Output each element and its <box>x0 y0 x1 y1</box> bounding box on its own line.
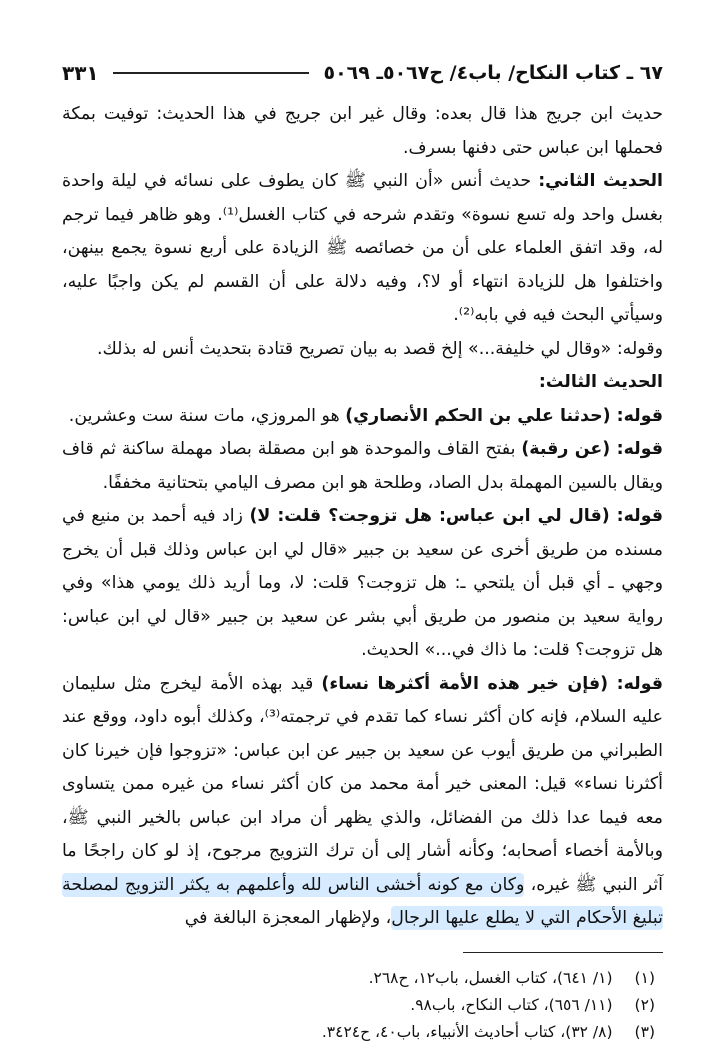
header-rule <box>113 72 310 74</box>
paragraph-8[interactable]: قوله: (فإن خير هذه الأمة أكثرها نساء) قيد بهذه الأمة ليخرج مثل سليمان عليه السلام، فإنه كان أكثر نساء كما تقدم في ترجمته⁽³⁾، وكذلك أبوه داود، ووقع عند الطبراني من طريق أيوب عن سعيد بن جبير عن ابن عباس: «تزوجوا فإن خيرنا كان أكثرنا نساء» قيل: المعنى خير أمة محمد من كان أكثر نساء من غيره ممن يتساوى معه فيما عدا ذلك من الفضائل، والذي يظهر أن مراد ابن عباس بالخير النبي ﷺ، وبالأمة أخصاء أصحابه؛ وكأنه أشار إلى أن ترك التزويج مرجوح، إذ لو كان راجحًا ما آثر النبي ﷺ غيره، وكان مع كونه أخشى الناس لله وأعلمهم به يكثر التزويج لمصلحة تبليغ الأحكام التي لا يطلع عليها الرجال، ولإظهار المعجزة البالغة في <box>62 673 664 928</box>
quote-label: قوله: (فإن خير هذه الأمة أكثرها نساء) <box>321 673 664 694</box>
quote-label: قوله: (قال لي ابن عباس: هل تزوجت؟ قلت: لا) <box>249 506 663 526</box>
main-text <box>62 98 663 936</box>
section-heading: الحديث الثاني: <box>538 171 664 191</box>
paragraph-4[interactable] <box>62 366 663 400</box>
running-title: ٦٧ ـ كتاب النكاح/ باب٤/ ح٥٠٦٧ـ ٥٠٦٩ <box>323 62 663 84</box>
quote-label: قوله: (عن رقبة) <box>521 439 663 459</box>
text-highlight[interactable]: وكان مع كونه أخشى الناس لله وأعلمهم به يكثر التزويج لمصلحة تبليغ الأحكام التي لا يطلع عليها الرجال <box>62 874 663 928</box>
paragraph-3[interactable]: وقوله: «وقال لي خليفة...» إلخ قصد به بيان تصريح قتادة بتحديث أنس له بذلك. <box>97 338 663 359</box>
paragraph-7[interactable]: قوله: (قال لي ابن عباس: هل تزوجت؟ قلت: لا) زاد فيه أحمد بن منيع في مسنده من طريق أخرى عن سعيد بن جبير «قال لي ابن عباس وذلك قبل أن يخرج وجهي ـ أي قبل أن يلتحي ـ: هل تزوجت؟ قلت: لا، وما أريد ذلك يومي هذا» وفي رواية سعيد بن منصور من طريق أبي بشر عن سعيد بن جبير «قال لي ابن عباس: هل تزوجت؟ قلت: ما ذاك في...» الحديث. <box>62 506 663 660</box>
section-heading: الحديث الثالث: <box>538 372 663 392</box>
page-number: ٣٣١ <box>62 61 99 85</box>
paragraph-6[interactable]: قوله: (عن رقبة) بفتح القاف والموحدة هو ابن مصقلة بصاد مهملة ساكنة ثم قاف ويقال بالسين المهملة بدل الصاد، وطلحة هو ابن مصرف اليامي بتحتانية مخففًا. <box>62 439 663 493</box>
paragraph-1[interactable]: حديث ابن جريج هذا قال بعده: وقال غير ابن جريج في هذا الحديث: توفيت بمكة فحملها ابن عباس حتى دفنها بسرف. <box>62 104 663 158</box>
quote-label: قوله: (حدثنا علي بن الحكم الأنصاري) <box>345 405 663 426</box>
paragraph-2[interactable]: الحديث الثاني: حديث أنس «أن النبي ﷺ كان يطوف على نسائه في ليلة واحدة بغسل واحد وله تسع نسوة» وتقدم شرحه في كتاب الغسل⁽¹⁾. وهو ظاهر فيما ترجم له، وقد اتفق العلماء على أن من خصائصه ﷺ الزيادة على أربع نسوة يجمع بينهن، واختلفوا هل للزيادة انتهاء أو لا؟، وفيه دلالة على أن القسم لم يكن واجبًا عليه، وسيأتي البحث فيه في بابه⁽²⁾. <box>62 171 664 325</box>
footnote-divider <box>463 952 663 953</box>
footnote-3: (٣) (٨/ ٣٢)، كتاب أحاديث الأنبياء، باب٤٠، ح٣٤٢٤. <box>321 1022 655 1041</box>
footnotes <box>62 965 663 1046</box>
footnote-1: (١) (١/ ٦٤١)، كتاب الغسل، باب١٢، ح٢٦٨. <box>368 968 655 987</box>
footnote-2: (٢) (١١/ ٦٥٦)، كتاب النكاح، باب٩٨. <box>410 995 655 1014</box>
paragraph-5[interactable]: قوله: (حدثنا علي بن الحكم الأنصاري) هو المروزي، مات سنة ست وعشرين. <box>68 405 663 426</box>
page-header <box>62 56 663 90</box>
